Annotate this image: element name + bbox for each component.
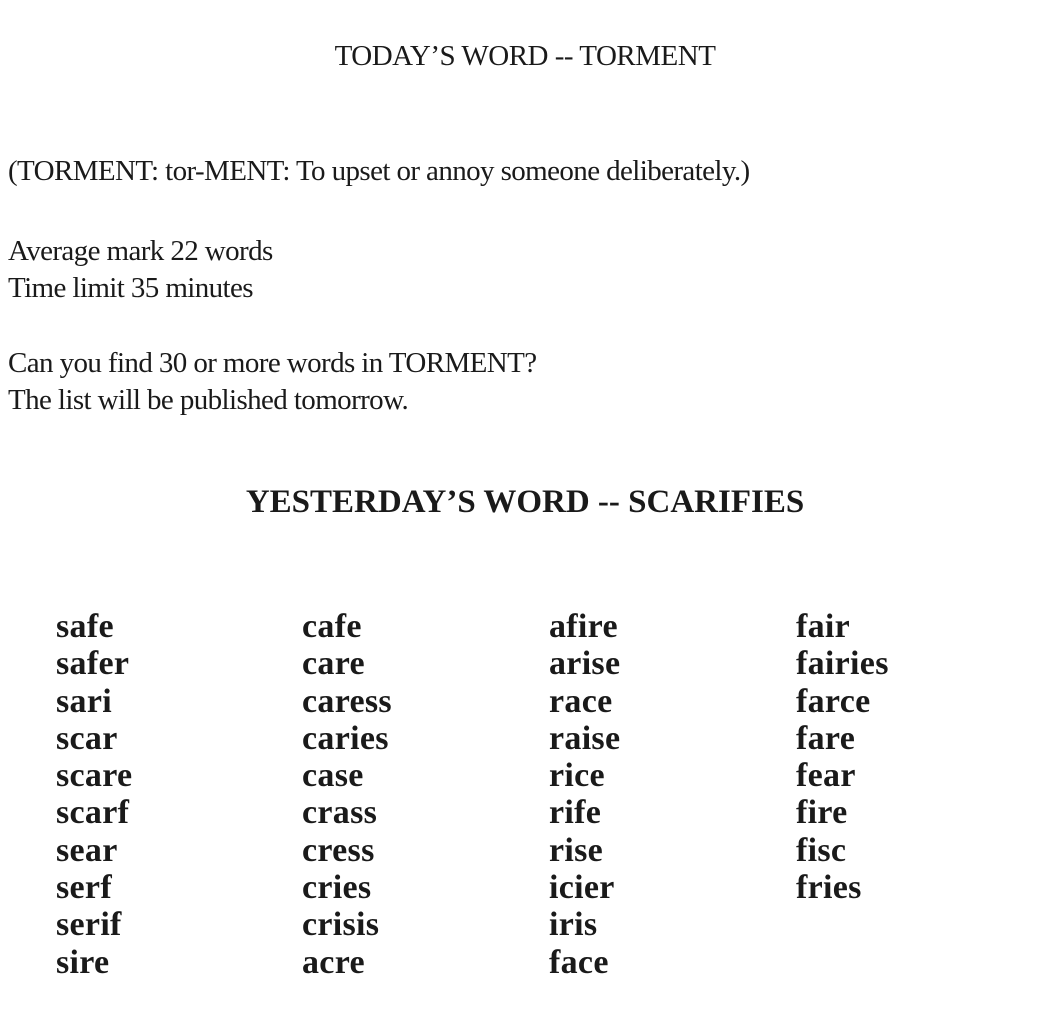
answer-word: sari [56,682,112,720]
answer-word: race [549,682,613,720]
answer-word: safer [56,645,130,683]
word-column-3 [549,608,620,981]
answer-word: rise [549,831,604,869]
answer-word: fair [796,608,851,645]
answer-word: serif [56,906,122,944]
answer-word: case [302,757,364,795]
answer-word: crisis [302,906,380,944]
answer-word: scare [56,757,133,795]
answer-word: scar [56,719,118,757]
publish-note: The list will be published tomorrow. [8,384,409,416]
answer-word: crass [302,794,378,832]
answer-word: raise [549,719,621,757]
word-column-2 [302,608,392,981]
word-column-4 [796,608,889,906]
answer-word: fisc [796,831,847,869]
answer-word: acre [302,943,365,981]
answer-word: caress [302,682,392,720]
answer-word: afire [549,608,618,645]
challenge-question: Can you find 30 or more words in TORMENT? [8,347,537,379]
answer-word: fear [796,757,856,795]
answer-word: cafe [302,608,362,645]
answer-word: caries [302,719,389,757]
answer-word: fries [796,869,862,907]
answer-word: face [549,943,609,981]
answer-word: iris [549,906,598,944]
answer-word: serf [56,869,112,907]
answer-word: rice [549,757,605,795]
answer-word: fire [796,794,848,832]
answer-word: fare [796,719,856,757]
average-mark: Average mark 22 words [8,235,273,267]
word-definition: (TORMENT: tor-MENT: To upset or annoy someone deliberately.) [8,155,750,187]
word-column-1 [56,608,132,981]
time-limit: Time limit 35 minutes [8,272,253,304]
answer-word: safe [56,608,114,645]
answer-word: rife [549,794,602,832]
answer-word: farce [796,682,871,720]
answer-word: cries [302,869,372,907]
answer-word: icier [549,869,615,907]
todays-word-title: TODAY’S WORD -- TORMENT [334,40,716,72]
answer-word: fairies [796,645,889,683]
answer-word: care [302,645,365,683]
answer-word: cress [302,831,375,869]
answer-word: sire [56,943,110,981]
yesterdays-word-title: YESTERDAY’S WORD -- SCARIFIES [245,484,805,520]
answer-word: arise [549,645,621,683]
answer-word: sear [56,831,118,869]
answer-word: scarf [56,794,130,832]
